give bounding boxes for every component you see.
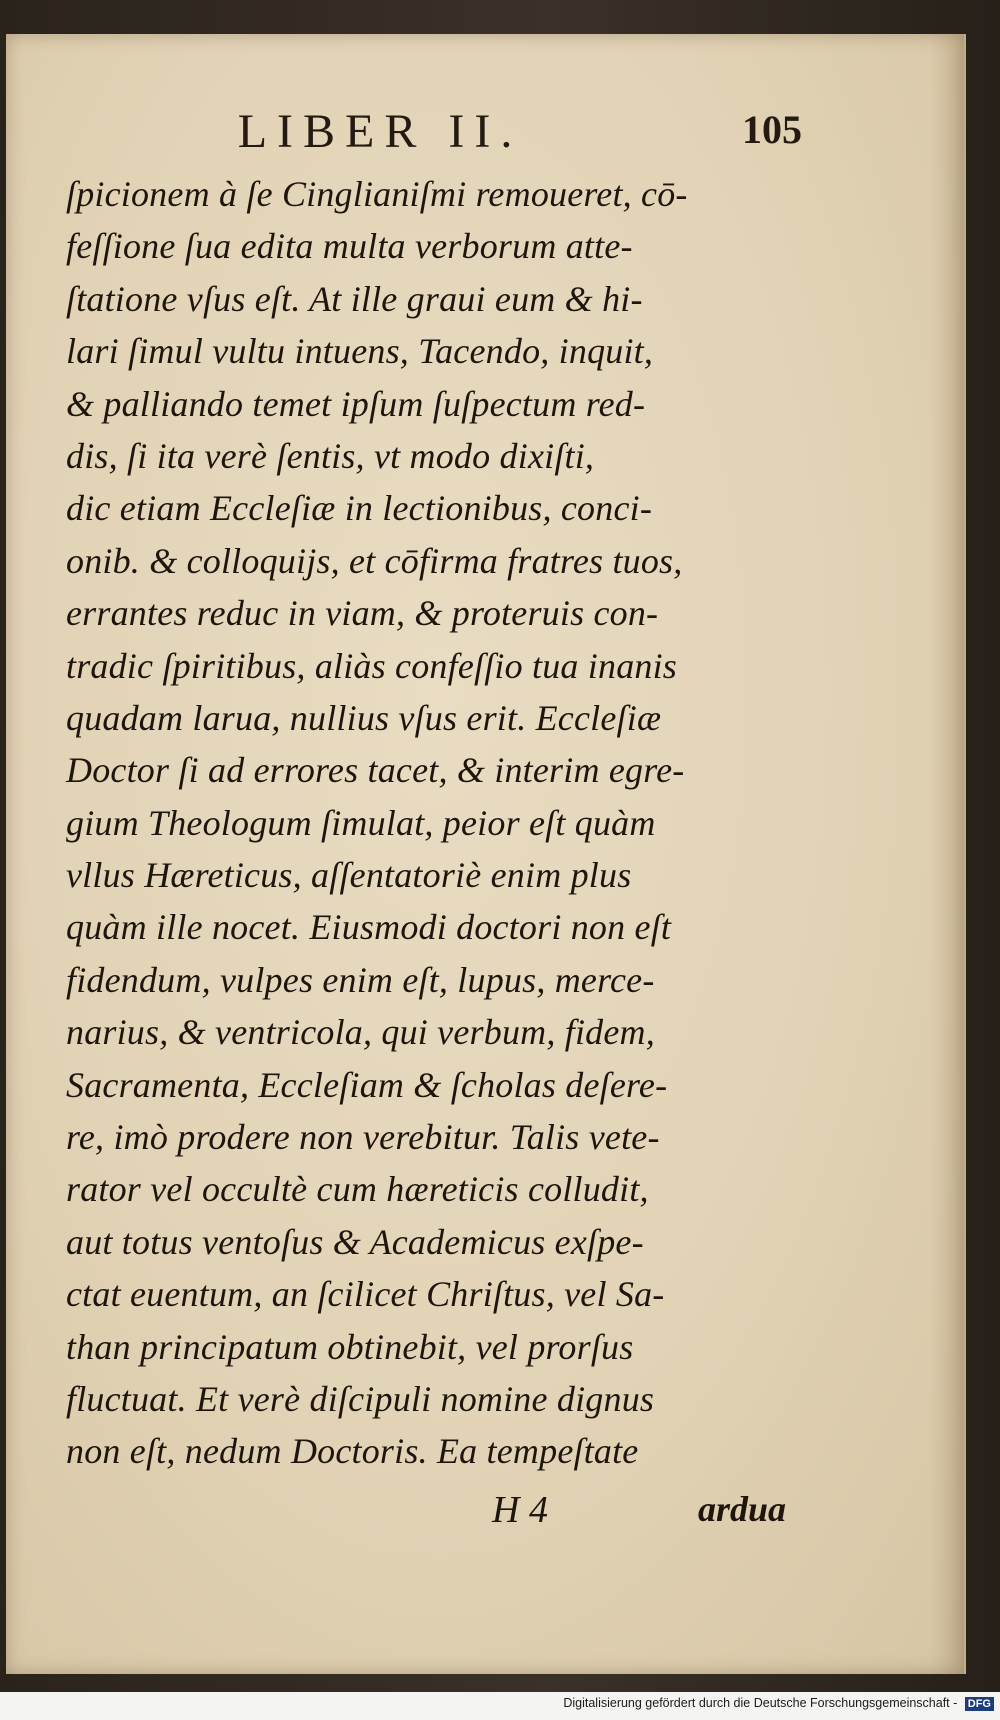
text-line: Doctor ſi ad errores tacet, & interim egre- [66,750,685,791]
dfg-logo: DFG [965,1697,994,1711]
running-head [0,104,1000,164]
text-line: rator vel occultè cum hæreticis colludit, [66,1169,649,1210]
text-line: Sacramenta, Eccleſiam & ſcholas deſere- [66,1064,668,1105]
signature-mark: H 4 [492,1489,548,1531]
text-line: narius, & ventricola, qui verbum, fidem, [66,1012,655,1053]
text-line: quàm ille nocet. Eiusmodi doctori non eſt [66,907,672,948]
text-line: than principatum obtinebit, vel prorſus [66,1326,634,1367]
text-line: fidendum, vulpes enim eſt, lupus, merce- [66,959,655,1000]
text-line: ctat euentum, an ſcilicet Chriſtus, vel Sa- [66,1274,665,1315]
text-line: aut totus ventoſus & Academicus exſpe- [66,1221,644,1262]
text-line: gium Theologum ſimulat, peior eſt quàm [66,802,656,843]
text-line: ſpicionem à ſe Cinglianiſmi remoueret, cō- [66,174,688,214]
text-line: errantes reduc in viam, & proteruis con- [66,593,659,634]
page-number: 105 [742,107,802,152]
catchword: ardua [698,1489,787,1529]
text-line: quadam larua, nullius vſus erit. Eccleſiæ [66,697,662,738]
body-text [66,168,818,1478]
text-line: dis, ſi ita verè ſentis, vt modo dixiſti, [66,435,595,476]
text-line: & palliando temet ipſum ſuſpectum red- [66,383,646,424]
text-line: lari ſimul vultu intuens, Tacendo, inquit, [66,331,654,372]
text-line: tradic ſpiritibus, aliàs confeſſio tua inanis [66,645,678,686]
catch-line [0,1488,1000,1544]
text-line: re, imò prodere non verebitur. Talis vete- [66,1117,660,1158]
text-line: vllus Hæreticus, aſſentatoriè enim plus [66,855,632,896]
running-title: LIBER II. [237,105,523,158]
funding-credit [0,1696,994,1711]
text-line: non eſt, nedum Doctoris. Ea tempeſtate [66,1431,639,1472]
text-line: dic etiam Eccleſiæ in lectionibus, conci- [66,488,653,529]
funding-text: Digitalisierung gefördert durch die Deutsche Forschungsgemeinschaft - [563,1696,958,1710]
text-line: feſſione ſua edita multa verborum atte- [66,226,633,267]
binding-edge [930,34,964,1674]
text-line: onib. & colloquijs, et cōfirma fratres tuos, [66,540,683,581]
text-line: fluctuat. Et verè diſcipuli nomine dignus [66,1378,655,1419]
text-line: ſtatione vſus eſt. At ille graui eum & hi- [66,278,643,319]
